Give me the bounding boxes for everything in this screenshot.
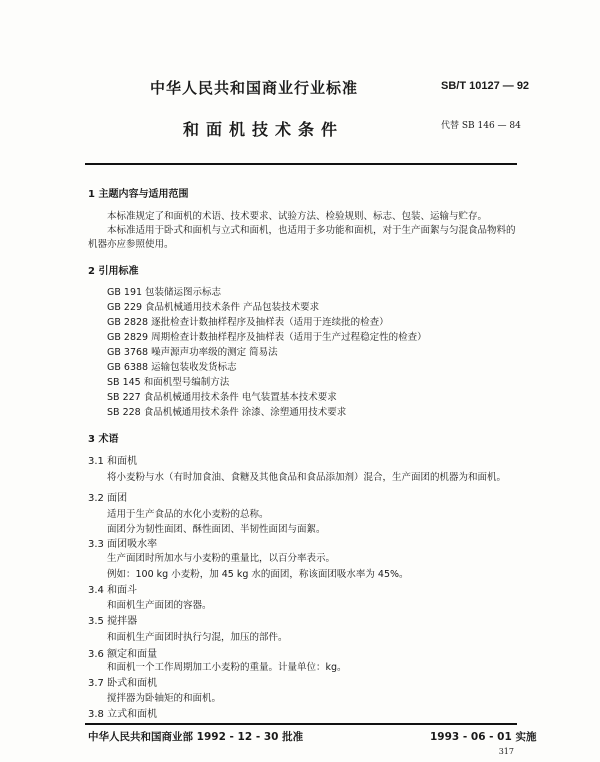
- standard-code: SB/T 10127 — 92: [441, 80, 530, 92]
- reference-item: GB 229 食品机械通用技术条件 产品包装技术要求: [107, 302, 320, 313]
- page-number: 317: [498, 747, 514, 756]
- header-divider: [85, 163, 517, 165]
- term-3-4-text: 和面机生产面团的容器。: [107, 600, 212, 611]
- document-title: 和面机技术条件: [183, 120, 345, 139]
- section-3-heading: 3 术语: [88, 434, 119, 445]
- section-2-heading: 2 引用标准: [88, 266, 139, 277]
- term-3-7-text: 搅拌器为卧轴矩的和面机。: [107, 693, 222, 704]
- term-3-5-text: 和面机生产面团时执行匀混，加压的部件。: [107, 632, 288, 643]
- ministry-standard-title: 中华人民共和国商业行业标准: [150, 79, 359, 97]
- term-3-7-heading: 3.7 卧式和面机: [88, 678, 158, 689]
- implementation-date: 1993 - 06 - 01 实施: [430, 731, 537, 743]
- reference-item: SB 228 食品机械通用技术条件 涂漆、涂塑通用技术要求: [107, 407, 347, 418]
- reference-item: GB 2828 逐批检查计数抽样程序及抽样表（适用于连续批的检查）: [107, 317, 389, 328]
- replaces-note: 代替 SB 146 — 84: [441, 121, 521, 131]
- term-3-1-heading: 3.1 和面机: [88, 456, 138, 467]
- term-3-2-heading: 3.2 面团: [88, 493, 128, 504]
- term-3-8-heading: 3.8 立式和面机: [88, 709, 158, 720]
- section-1-heading: 1 主题内容与适用范围: [88, 189, 189, 200]
- reference-item: GB 2829 周期检查计数抽样程序及抽样表（适用于生产过程稳定性的检查）: [107, 332, 427, 343]
- reference-item: GB 191 包装储运图示标志: [107, 287, 222, 298]
- term-3-3-text-2: 例如：100 kg 小麦粉，加 45 kg 水的面团，称该面团吸水率为 45%。: [107, 569, 409, 580]
- footer-divider: [85, 723, 517, 725]
- section-1-para-2-line-2: 机器亦应参照使用。: [88, 239, 174, 250]
- term-3-3-heading: 3.3 面团吸水率: [88, 539, 158, 550]
- reference-item: SB 227 食品机械通用技术条件 电气装置基本技术要求: [107, 392, 337, 403]
- section-1-para-2-line-1: 本标准适用于卧式和面机与立式和面机，也适用于多功能和面机，对于生产面絮与匀混食品物料的: [107, 225, 516, 236]
- term-3-4-heading: 3.4 和面斗: [88, 585, 138, 596]
- reference-item: SB 145 和面机型号编制方法: [107, 377, 230, 388]
- reference-item: GB 6388 运输包装收发货标志: [107, 362, 237, 373]
- term-3-6-heading: 3.6 额定和面量: [88, 649, 158, 660]
- term-3-6-text: 和面机一个工作周期加工小麦粉的重量。计量单位：kg。: [107, 662, 347, 673]
- section-1-para-1: 本标准规定了和面机的术语、技术要求、试验方法、检验规则、标志、包装、运输与贮存。: [107, 211, 488, 222]
- term-3-5-heading: 3.5 搅拌器: [88, 616, 138, 627]
- term-3-2-text-1: 适用于生产食品的水化小麦粉的总称。: [107, 509, 269, 520]
- term-3-3-text-1: 生产面团时所加水与小麦粉的重量比，以百分率表示。: [107, 553, 336, 564]
- approval-note: 中华人民共和国商业部 1992 - 12 - 30 批准: [88, 731, 304, 743]
- reference-item: GB 3768 噪声源声功率级的测定 简易法: [107, 347, 278, 358]
- term-3-1-text: 将小麦粉与水（有时加食油、食糖及其他食品和食品添加剂）混合，生产面团的机器为和面机。: [107, 472, 507, 483]
- term-3-2-text-2: 面团分为韧性面团、酥性面团、半韧性面团与面絮。: [107, 524, 326, 535]
